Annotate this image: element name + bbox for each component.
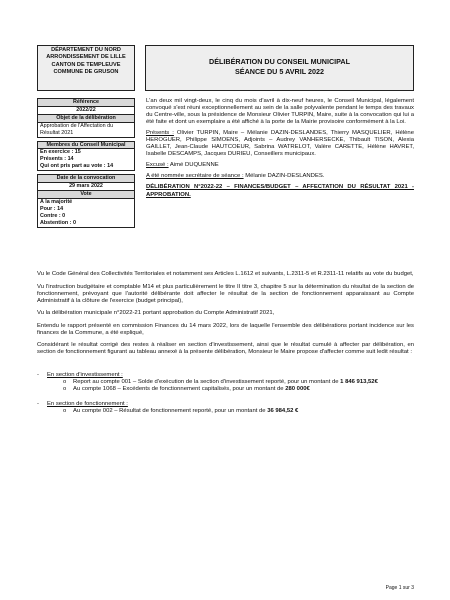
- header-department: DÉPARTEMENT DU NORD: [51, 47, 121, 53]
- body-paragraph-2: Vu l'instruction budgétaire et comptable M14 et plus particulièrement le titre II titre 3, chapitre 5 sur la détermination du résultat de la section de fonctionnement, prévoyant que l'autorité délibérante doit affecter le résultat de la section de fonctionnement apparaissant au Compte Administratif à la clôture de l'exercice (budget principal),: [37, 283, 414, 304]
- vote-against: Contre : 0: [40, 212, 66, 219]
- secretary-name: Mélanie DAZIN-DESLANDES.: [243, 173, 325, 180]
- body-paragraph-1: Vu le Code Général des Collectivités Territoriales et notamment ses Articles L.1612 et suivants, L.2311-5 et R.2311-11 relatifs au vote du budget,: [37, 271, 414, 277]
- reference-value: 2022/22: [37, 107, 135, 115]
- header-arrondissement: ARRONDISSEMENT DE LILLE: [46, 54, 126, 61]
- bullet-icon: o: [63, 386, 67, 393]
- secretary-paragraph: [146, 173, 414, 180]
- members-values: [37, 149, 135, 171]
- excused-paragraph: [146, 162, 414, 169]
- members-in-office: En exercice : 15: [40, 149, 81, 156]
- investment-item-2: o Au compte 1068 – Excédents de fonctionnement capitalisés, pour un montant de 280 000€: [63, 386, 310, 393]
- members-title: Membres du Conseil Municipal: [37, 141, 135, 150]
- present-list: Olivier TURPIN, Maire – Mélanie DAZIN-DESLANDES, Thierry MASQUELIER, Hélène HEROGUER, Philippe SIMOENS, Adjoints – Audrey VANHERSECKE, Thibault TISON, Alexia GAILLET, Jean-Claude HAUTCOEUR, Sabrina WATRELOT, Valère CARETTE, Hélène HAVRET, Isabelle DESCAMPS, Jacques DURIEU, Conseillers municipaux.: [146, 130, 414, 158]
- vote-abstention: Abstention : 0: [40, 219, 76, 226]
- session-date: SÉANCE DU 5 AVRIL 2022: [235, 67, 324, 76]
- intro-paragraph: L'an deux mil vingt-deux, le cinq du mois d'avril à dix-neuf heures, le Conseil Municipal, légalement convoqué s'est réuni exceptionnellement au sein de la salle polyvalente pendant le temps des travaux du Centre-ville, sous la présidence de Monsieur Olivier TURPIN, Maire, suite à la convocation qui lui a été faite et dont un exemplaire a été affiché à la porte de la Mairie provisoire conformément à la Loi.: [146, 98, 414, 126]
- vote-values: [37, 199, 135, 228]
- convocation-title: Date de la convocation: [37, 174, 135, 183]
- header-title-box: [145, 45, 414, 91]
- vote-for: Pour : 14: [40, 205, 64, 212]
- vote-title: Vote: [37, 191, 135, 199]
- object-title: Objet de la délibération: [37, 115, 135, 123]
- page-number: Page 1 sur 3: [385, 585, 414, 591]
- operating-item-1: o Au compte 002 – Résultat de fonctionnement reporté, pour un montant de 36 984,52 €: [63, 408, 299, 415]
- secretary-label: A été nommée secrétaire de séance :: [146, 173, 244, 180]
- reference-title: Référence: [37, 98, 135, 107]
- bullet-icon: o: [63, 378, 67, 385]
- sidebar: [37, 98, 135, 228]
- excused-label: Excusé :: [146, 162, 169, 169]
- present-paragraph: [146, 130, 414, 158]
- members-voting: Qui ont pris part au vote : 14: [40, 163, 114, 170]
- investment-item-1-amount: 1 846 913,52€: [340, 378, 378, 385]
- deliberation-body: [37, 271, 414, 415]
- body-paragraph-4: Entendu le rapport présenté en commission Finances du 14 mars 2022, lors de laquelle l'ensemble des délibérations portant incidence sur les finances de la Commune, a été expliqué,: [37, 322, 414, 336]
- object-value: Approbation de l'Affectation du Résultat 2021: [37, 123, 135, 138]
- operating-item-1-amount: 36 984,52 €: [267, 408, 299, 415]
- header-canton: CANTON DE TEMPLEUVE: [51, 61, 121, 68]
- body-paragraph-5: Considérant le résultat corrigé des restes à réaliser en section d'investissement, ainsi que le résultat cumulé à affecter par délibération, en section de fonctionnement figurant au tableau annexé à la présente délibération, Monsieur le Maire propose d'affecter comme suit ledit résultat :: [37, 342, 414, 356]
- investment-item-1: o Report au compte 001 – Solde d'exécution de la section d'investissement reporté, pour un montant de 1 846 913,52€: [63, 378, 378, 385]
- vote-majority: A la majorité: [40, 198, 73, 205]
- convocation-value: 29 mars 2022: [37, 183, 135, 191]
- members-present: Présents : 14: [40, 156, 74, 163]
- session-details: [146, 98, 414, 203]
- excused-name: Aimé DUQUENNE: [168, 162, 219, 169]
- investment-item-2-amount: 280 000€: [285, 386, 310, 393]
- header-commune: COMMUNE DE GRUSON: [53, 68, 119, 75]
- header-commune-box: [37, 45, 135, 91]
- document-title: DÉLIBÉRATION DU CONSEIL MUNICIPAL: [209, 57, 350, 66]
- bullet-icon: o: [63, 408, 67, 415]
- body-paragraph-3: Vu la délibération municipale n°2022-21 portant approbation du Compte Administratif 2021,: [37, 310, 275, 317]
- investment-section-title: - En section d'investissement :: [37, 371, 123, 378]
- present-label: Présents :: [146, 130, 174, 137]
- operating-section-title: - En section de fonctionnement :: [37, 401, 128, 408]
- deliberation-title: DÉLIBÉRATION N°2022-22 – FINANCES/BUDGET – AFFECTATION DU RÉSULTAT 2021 - APPROBATION.: [146, 184, 414, 198]
